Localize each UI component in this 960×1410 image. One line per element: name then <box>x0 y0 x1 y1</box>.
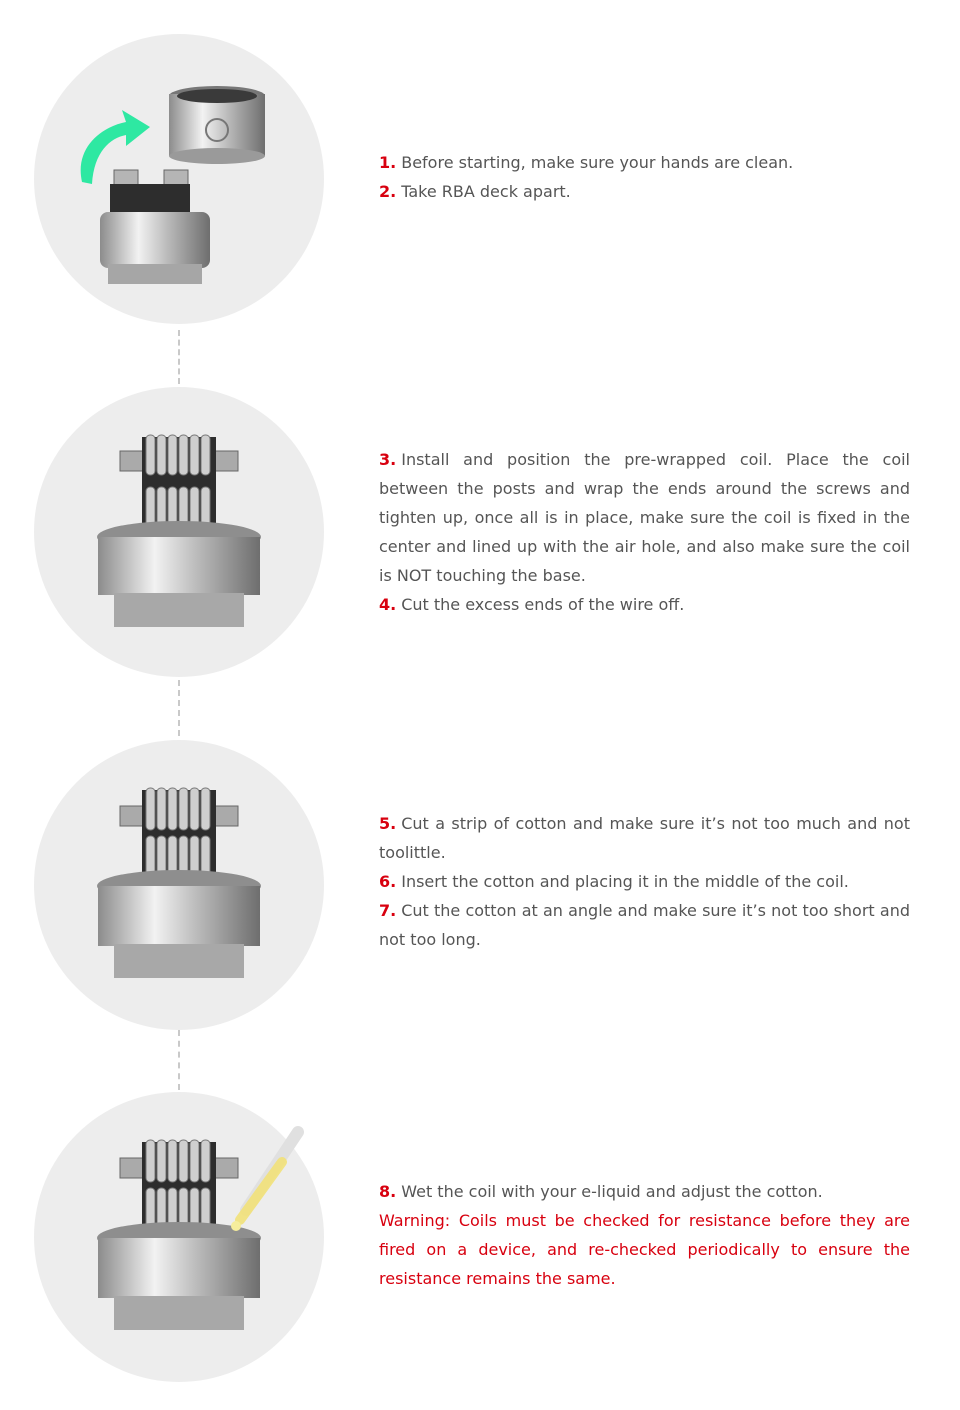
step-text-section-1 <box>379 148 910 206</box>
connector-line <box>178 1030 180 1090</box>
step-1-illustration <box>34 34 324 324</box>
step-3-illustration <box>34 387 324 677</box>
wicking-deck-icon <box>97 1140 261 1330</box>
top-cap-icon <box>169 86 265 164</box>
step-number: 6. <box>379 872 397 891</box>
step-text-section-3 <box>379 809 910 954</box>
step-number: 8. <box>379 1182 397 1201</box>
cotton-deck-icon <box>97 788 261 978</box>
rba-deck-icon <box>100 170 210 284</box>
connector-line <box>178 330 180 384</box>
step-text: Install and position the pre-wrapped coil. Place the coil between the posts and wrap the ends around the screws and tighten up, once all is in place, make sure the coil is fixed in the center and lined up with the air hole, and also make sure the coil is NOT touching the base. <box>379 450 910 585</box>
step-text: Before starting, make sure your hands are clean. <box>401 153 794 172</box>
step-text: Cut the cotton at an angle and make sure it’s not too short and not too long. <box>379 901 910 949</box>
dropper-icon <box>231 1132 298 1231</box>
step-text-section-2 <box>379 445 910 619</box>
connector-line <box>178 680 180 736</box>
warning-text: Warning: Coils must be checked for resistance before they are fired on a device, and re-checked periodically to ensure the resistance remains the same. <box>379 1211 910 1288</box>
step-text: Cut the excess ends of the wire off. <box>401 595 685 614</box>
step-text: Insert the cotton and placing it in the middle of the coil. <box>401 872 849 891</box>
step-number: 5. <box>379 814 397 833</box>
step-8-illustration <box>34 1092 324 1382</box>
step-5-illustration <box>34 740 324 1030</box>
step-text: Cut a strip of cotton and make sure it’s not too much and not toolittle. <box>379 814 910 862</box>
step-number: 2. <box>379 182 397 201</box>
step-number: 7. <box>379 901 397 920</box>
step-number: 3. <box>379 450 397 469</box>
coil-deck-icon <box>97 435 261 627</box>
step-number: 4. <box>379 595 397 614</box>
step-number: 1. <box>379 153 397 172</box>
step-text: Take RBA deck apart. <box>401 182 571 201</box>
step-text-section-4 <box>379 1177 910 1293</box>
step-text: Wet the coil with your e-liquid and adjust the cotton. <box>401 1182 823 1201</box>
